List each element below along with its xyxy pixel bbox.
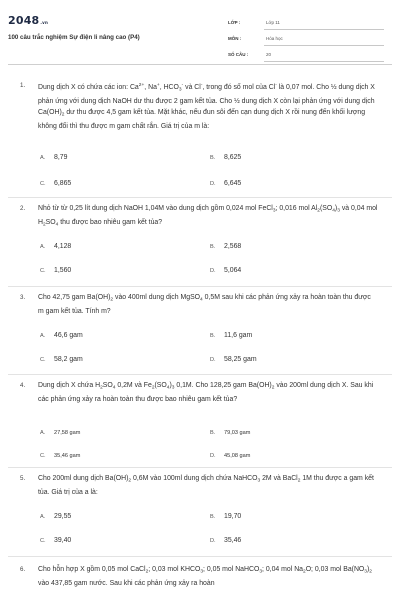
- option-c[interactable]: [40, 178, 71, 190]
- option-value: 19,70: [224, 513, 242, 520]
- option-letter: A.: [40, 333, 46, 339]
- meta-label: LỚP :: [228, 20, 241, 25]
- option-value: 35,46 gam: [54, 453, 81, 459]
- question-divider: [8, 197, 392, 198]
- option-letter: C.: [40, 181, 46, 187]
- meta-row-count: [224, 49, 384, 65]
- question-number: 4.: [20, 382, 26, 389]
- logo-text: 2048: [8, 14, 40, 27]
- question-text: Nhỏ từ từ 0,25 lít dung dịch NaOH 1,04M vào dung dịch gồm 0,024 mol FeCl$_3$; 0,016 mol $Al_2(SO_4)_3$ và 0,04 mol $H_2SO_4$ thu được bao nhiêu gam kết tủa?: [38, 205, 378, 228]
- question-text: Cho 42,75 gam $Ba(OH)_2$ vào 400ml dung dịch MgSO$_4$ 0,5M sau khi các phản ứng xảy ra hoàn toàn thu được m gam kết tủa. Tính m?: [38, 294, 371, 315]
- option-value: 46,6 gam: [54, 332, 83, 339]
- option-value: 8,625: [224, 154, 242, 161]
- meta-underline: [264, 45, 384, 46]
- option-value: 45,08 gam: [224, 453, 251, 459]
- option-letter: B.: [210, 430, 216, 436]
- meta-row-grade: [224, 17, 384, 33]
- option-value: 5,064: [224, 267, 242, 274]
- meta-value: Lớp 11: [266, 20, 280, 25]
- document-title: 100 câu trắc nghiệm Sự điện li nâng cao (P4): [8, 34, 140, 41]
- option-letter: C.: [40, 268, 46, 274]
- option-value: 11,6 gam: [224, 332, 253, 339]
- option-c[interactable]: [40, 354, 83, 366]
- option-letter: A.: [40, 244, 46, 250]
- question-divider: [8, 556, 392, 557]
- option-value: 6,645: [224, 180, 242, 187]
- option-value: 6,865: [54, 180, 72, 187]
- option-a[interactable]: [40, 152, 67, 164]
- meta-row-subject: [224, 33, 384, 49]
- question-divider: [8, 286, 392, 287]
- option-d[interactable]: [210, 535, 241, 547]
- option-d[interactable]: [210, 265, 241, 277]
- site-logo[interactable]: [8, 14, 48, 27]
- option-value: 27,58 gam: [54, 430, 81, 436]
- option-letter: D.: [210, 357, 216, 363]
- question-number: 5.: [20, 475, 26, 482]
- question-text: Cho 200ml dung dịch $Ba(OH)_2$ 0,6M vào 100ml dung dịch chứa NaHCO$_3$ 2M và BaCl$_2$ 1M thu được a gam kết tủa. Giá trị của a là:: [38, 475, 374, 496]
- option-d[interactable]: [210, 178, 241, 190]
- option-b[interactable]: [210, 330, 252, 342]
- question-text: Dung dịch X có chứa các ion: $Ca^{2+}$, Na+, $HCO_3^-$ và Cl-, trong đó số mol của Cl- là 0,07 mol. Cho ½ dung dịch X phản ứng với dung dịch NaOH dư thu được 2 gam kết tủa. Cho ½ dung dịch X còn lại phản ứng với dung dịch $Ca(OH)_2$ dư thu được 4,5 gam kết tủa. Mặt khác, nếu đun sôi đến cạn dung dịch X rồi nung đến khối lượng không đổi thì thu được m gam chất rắn. Giá trị của m là:: [38, 83, 375, 130]
- option-b[interactable]: [210, 428, 250, 439]
- option-value: 39,40: [54, 537, 72, 544]
- option-letter: D.: [210, 268, 216, 274]
- option-letter: D.: [210, 453, 216, 459]
- option-value: 8,79: [54, 154, 68, 161]
- meta-table: [224, 17, 384, 65]
- meta-underline: [264, 29, 384, 30]
- option-c[interactable]: [40, 265, 71, 277]
- option-value: 1,560: [54, 267, 72, 274]
- option-d[interactable]: [210, 451, 250, 462]
- question-text: Cho hỗn hợp X gồm 0,05 mol CaCl$_2$; 0,03 mol $KHCO_3$; 0,05 mol NaHCO$_3$; 0,04 mol $Na_2O$; 0,03 mol $Ba(NO_3)_2$ vào 437,85 gam nước. Sau khi các phản ứng xảy ra hoàn: [38, 566, 372, 587]
- option-letter: C.: [40, 357, 46, 363]
- option-a[interactable]: [40, 511, 71, 523]
- option-c[interactable]: [40, 535, 71, 547]
- option-letter: B.: [210, 333, 216, 339]
- option-letter: A.: [40, 430, 46, 436]
- logo-suffix: .vn: [40, 20, 48, 25]
- question-number: 6.: [20, 566, 26, 573]
- option-letter: C.: [40, 538, 46, 544]
- option-value: 35,46: [224, 537, 242, 544]
- option-value: 29,55: [54, 513, 72, 520]
- meta-label: SỐ CÂU :: [228, 52, 249, 57]
- option-a[interactable]: [40, 330, 83, 342]
- option-value: 4,128: [54, 243, 72, 250]
- option-letter: D.: [210, 181, 216, 187]
- meta-underline: [264, 61, 384, 62]
- question-text: Dung dịch X chứa $H_2SO_4$ 0,2M và $Fe_2(SO_4)_3$ 0,1M. Cho 128,25 gam $Ba(OH)_2$ vào 200ml dung dịch X. Sau khi các phản ứng xảy ra hoàn toàn thu được bao nhiêu gam kết tủa?: [38, 382, 374, 403]
- meta-value: Hóa học: [266, 36, 283, 41]
- option-letter: B.: [210, 514, 216, 520]
- option-a[interactable]: [40, 428, 80, 439]
- option-b[interactable]: [210, 241, 241, 253]
- question-divider: [8, 374, 392, 375]
- question-divider: [8, 467, 392, 468]
- meta-label: MÔN :: [228, 36, 242, 41]
- option-letter: A.: [40, 514, 46, 520]
- option-value: 79,03 gam: [224, 430, 251, 436]
- option-value: 58,2 gam: [54, 356, 83, 363]
- header-divider: [8, 64, 392, 65]
- document-header: [0, 0, 400, 66]
- option-b[interactable]: [210, 511, 241, 523]
- meta-value: 20: [266, 52, 272, 57]
- question-number: 2.: [20, 205, 26, 212]
- option-letter: D.: [210, 538, 216, 544]
- option-b[interactable]: [210, 152, 241, 164]
- question-number: 1.: [20, 82, 26, 89]
- option-letter: B.: [210, 244, 216, 250]
- option-value: 58,25 gam: [224, 356, 257, 363]
- option-letter: C.: [40, 453, 46, 459]
- question-number: 3.: [20, 294, 26, 301]
- option-letter: B.: [210, 155, 216, 161]
- option-value: 2,568: [224, 243, 242, 250]
- option-c[interactable]: [40, 451, 80, 462]
- option-a[interactable]: [40, 241, 71, 253]
- option-d[interactable]: [210, 354, 257, 366]
- option-letter: A.: [40, 155, 46, 161]
